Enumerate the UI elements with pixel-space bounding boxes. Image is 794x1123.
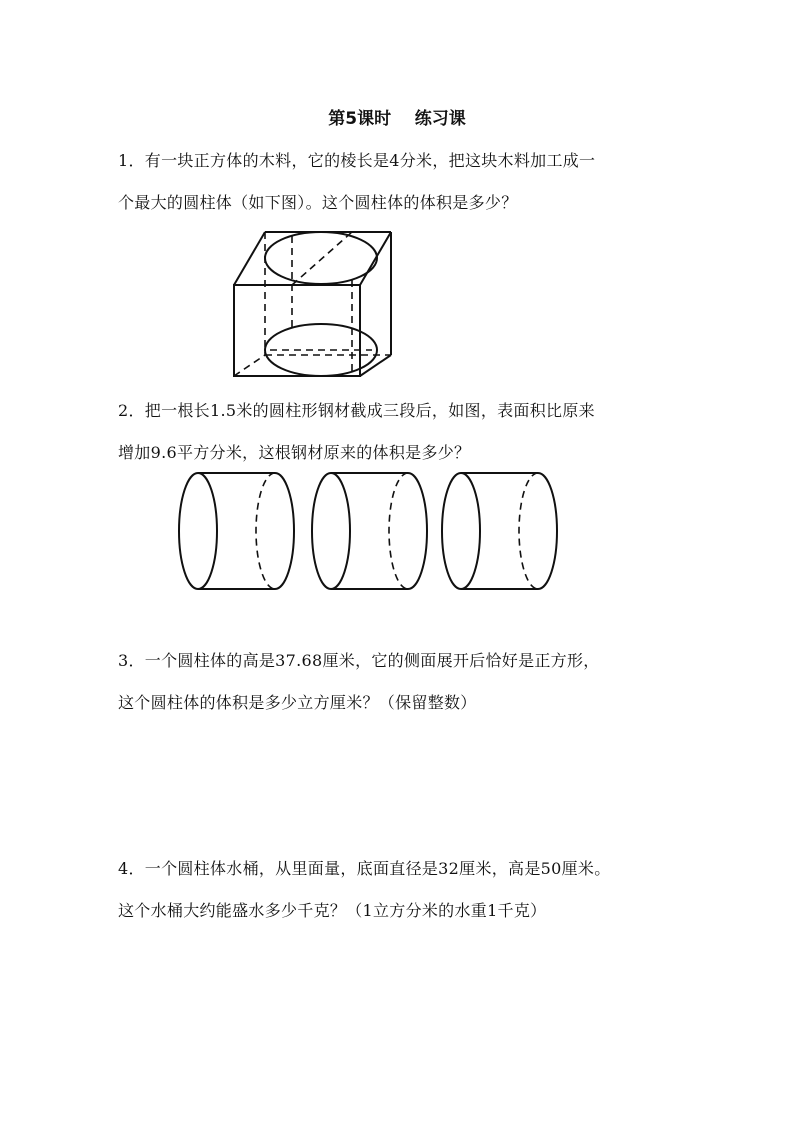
problem-3-line-2 xyxy=(118,690,477,713)
problem-2-line-2 xyxy=(118,440,470,463)
cube-top-right-depth-edge xyxy=(360,232,391,285)
cylinder-top-ellipse xyxy=(265,232,377,284)
three-cylinders-figure xyxy=(178,470,560,596)
problem-1-number: 1． xyxy=(118,151,145,170)
problem-1-text-2: 个最大的圆柱体（如下图）。这个圆柱体的体积是多少？ xyxy=(118,193,518,212)
cube-top-left-depth-edge xyxy=(234,232,265,285)
cube-bottom-left-depth-edge xyxy=(234,355,265,376)
cylinder-top-diameter xyxy=(292,232,352,285)
cylinder-segment-2 xyxy=(312,473,427,589)
page-title: 第5课时 练习课 xyxy=(328,109,466,129)
problem-4-number: 4． xyxy=(118,859,145,878)
cylinder-segment-1 xyxy=(179,473,294,589)
cylinder-segment-3 xyxy=(442,473,557,589)
problem-3-text-2: 这个圆柱体的体积是多少立方厘米？（保留整数） xyxy=(118,693,477,712)
problem-1-text-1: 有一块正方体的木料，它的棱长是4分米，把这块木料加工成一 xyxy=(144,151,596,170)
problem-4-line-2 xyxy=(118,898,546,921)
problem-1-line-1 xyxy=(118,148,595,171)
problem-3-text-1: 一个圆柱体的高是37.68厘米，它的侧面展开后恰好是正方形， xyxy=(144,651,600,670)
problem-3-number: 3． xyxy=(118,651,145,670)
problem-4-text-2: 这个水桶大约能盛水多少千克？（1立方分米的水重1千克） xyxy=(118,901,547,920)
problem-1-line-2 xyxy=(118,190,518,213)
problem-2-text-1: 把一根长1.5米的圆柱形钢材截成三段后，如图，表面积比原来 xyxy=(144,401,595,420)
problem-3-line-1 xyxy=(118,648,600,671)
cube-cylinder-figure xyxy=(230,228,395,380)
problem-2-text-2: 增加9.6平方分米，这根钢材原来的体积是多少？ xyxy=(118,443,471,462)
cube-front-face xyxy=(234,285,360,376)
problem-4-line-1 xyxy=(118,856,611,879)
problem-4-text-1: 一个圆柱体水桶，从里面量，底面直径是32厘米，高是50厘米。 xyxy=(144,859,611,878)
problem-2-line-1 xyxy=(118,398,595,421)
problem-2-number: 2． xyxy=(118,401,145,420)
